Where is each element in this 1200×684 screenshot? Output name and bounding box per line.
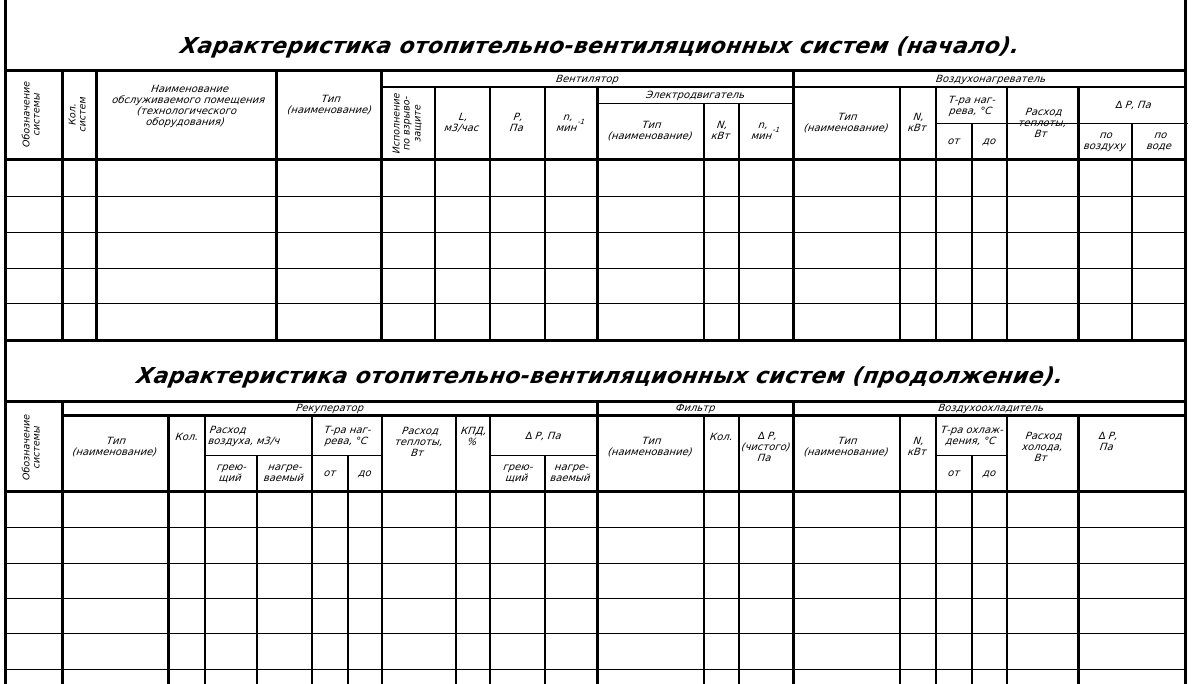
t2-header-cooler-cold: Расход холода, Вт: [1021, 430, 1064, 464]
frame-left: [4, 0, 7, 684]
t2-header-filter-count: Кол.: [709, 431, 734, 443]
t2-header-cooler-to: до: [982, 467, 997, 479]
t1-header-type: Тип (наименование): [286, 94, 373, 116]
t2-header-cooler-temp: Т-ра охлаж- дения, °С: [940, 425, 1005, 447]
t1-header-fan-version: Исполнение по взрыво- защите: [391, 92, 424, 154]
t1-header-fan-group: Вентилятор: [555, 73, 620, 85]
t1-header-heater-dp: ∆ Р, Па: [1114, 100, 1153, 111]
t1-header-heater-dp-air: по воздуху: [1082, 130, 1127, 152]
t2-header-filter-type: Тип (наименование): [607, 436, 694, 458]
t1-header-designation: Обозначение системы: [21, 81, 43, 147]
t1-header-heater-heat: Расход теплоты, Вт: [1017, 106, 1068, 140]
t1-header-heater-to: до: [982, 135, 997, 147]
t2-header-recup-type: Тип (наименование): [71, 436, 158, 458]
t2-header-recup-dp: ∆ Р, Па: [524, 430, 563, 442]
t2-header-cooler-type: Тип (наименование): [803, 436, 890, 458]
t1-header-heater-from: от: [947, 135, 961, 147]
t2-header-cooler-group: Воздухоохладитель: [937, 403, 1045, 414]
t2-header-recup-air: Расход воздуха, м3/ч: [207, 425, 281, 447]
t1-header-heater-type: Тип (наименование): [803, 112, 890, 134]
t2-header-recup-count: Кол.: [174, 431, 200, 443]
t2-header-recup-air-heated: нагре- ваемый: [262, 462, 305, 484]
t1-header-motor-n: n, мин -1: [750, 120, 781, 142]
t2-header-recup-eff: КПД, %: [460, 426, 488, 448]
t1-header-count: Кол. систем: [67, 96, 89, 132]
t2-header-recup-heat: Расход теплоты, Вт: [394, 425, 444, 459]
t1-header-motor-N: N, кВт: [710, 120, 731, 142]
t2-header-recup-air-heating: грею- щий: [216, 462, 248, 484]
t2-header-recup-dp-heated: нагре- ваемый: [549, 462, 592, 484]
t2-header-cooler-from: от: [947, 467, 961, 479]
t2-header-filter-dp: ∆ Р, (чистого) Па: [740, 430, 792, 464]
t1-header-room-name: Наименование обслуживаемого помещения (технологического оборудования): [111, 84, 266, 128]
t1-header-heater-dp-water: по воде: [1145, 130, 1173, 152]
t1-header-fan-P: Р, Па: [509, 112, 525, 134]
table1-title: Характеристика отопительно-вентиляционных систем (начало).: [178, 34, 1022, 59]
table2-title: Характеристика отопительно-вентиляционных систем (продолжение).: [134, 364, 1066, 389]
t2-header-cooler-dp: ∆ Р, Па: [1097, 431, 1119, 453]
t2-header-designation: Обозначение системы: [21, 414, 43, 480]
t1-header-motor-type: Тип (наименование): [607, 120, 694, 142]
t1-header-motor-group: Электродвигатель: [645, 90, 746, 101]
t2-header-filter-group: Фильтр: [674, 403, 717, 414]
t2-header-recup-to: до: [357, 467, 373, 479]
t2-header-recup-from: от: [323, 467, 337, 479]
t2-header-recup-dp-heating: грею- щий: [502, 462, 534, 484]
t2-header-cooler-N: N, кВт: [907, 436, 928, 458]
t1-header-fan-n: n, мин -1: [555, 112, 586, 134]
t2-header-recup-group: Рекуператор: [295, 403, 365, 414]
t1-header-heater-N: N, кВт: [907, 112, 928, 134]
t1-header-fan-L: L, м3/час: [443, 112, 480, 134]
t1-header-heater-temp: Т-ра наг- рева, °С: [948, 94, 997, 117]
t2-header-recup-temp: Т-ра наг- рева, °С: [323, 425, 372, 447]
t1-header-heater-group: Воздухонагреватель: [935, 73, 1047, 85]
